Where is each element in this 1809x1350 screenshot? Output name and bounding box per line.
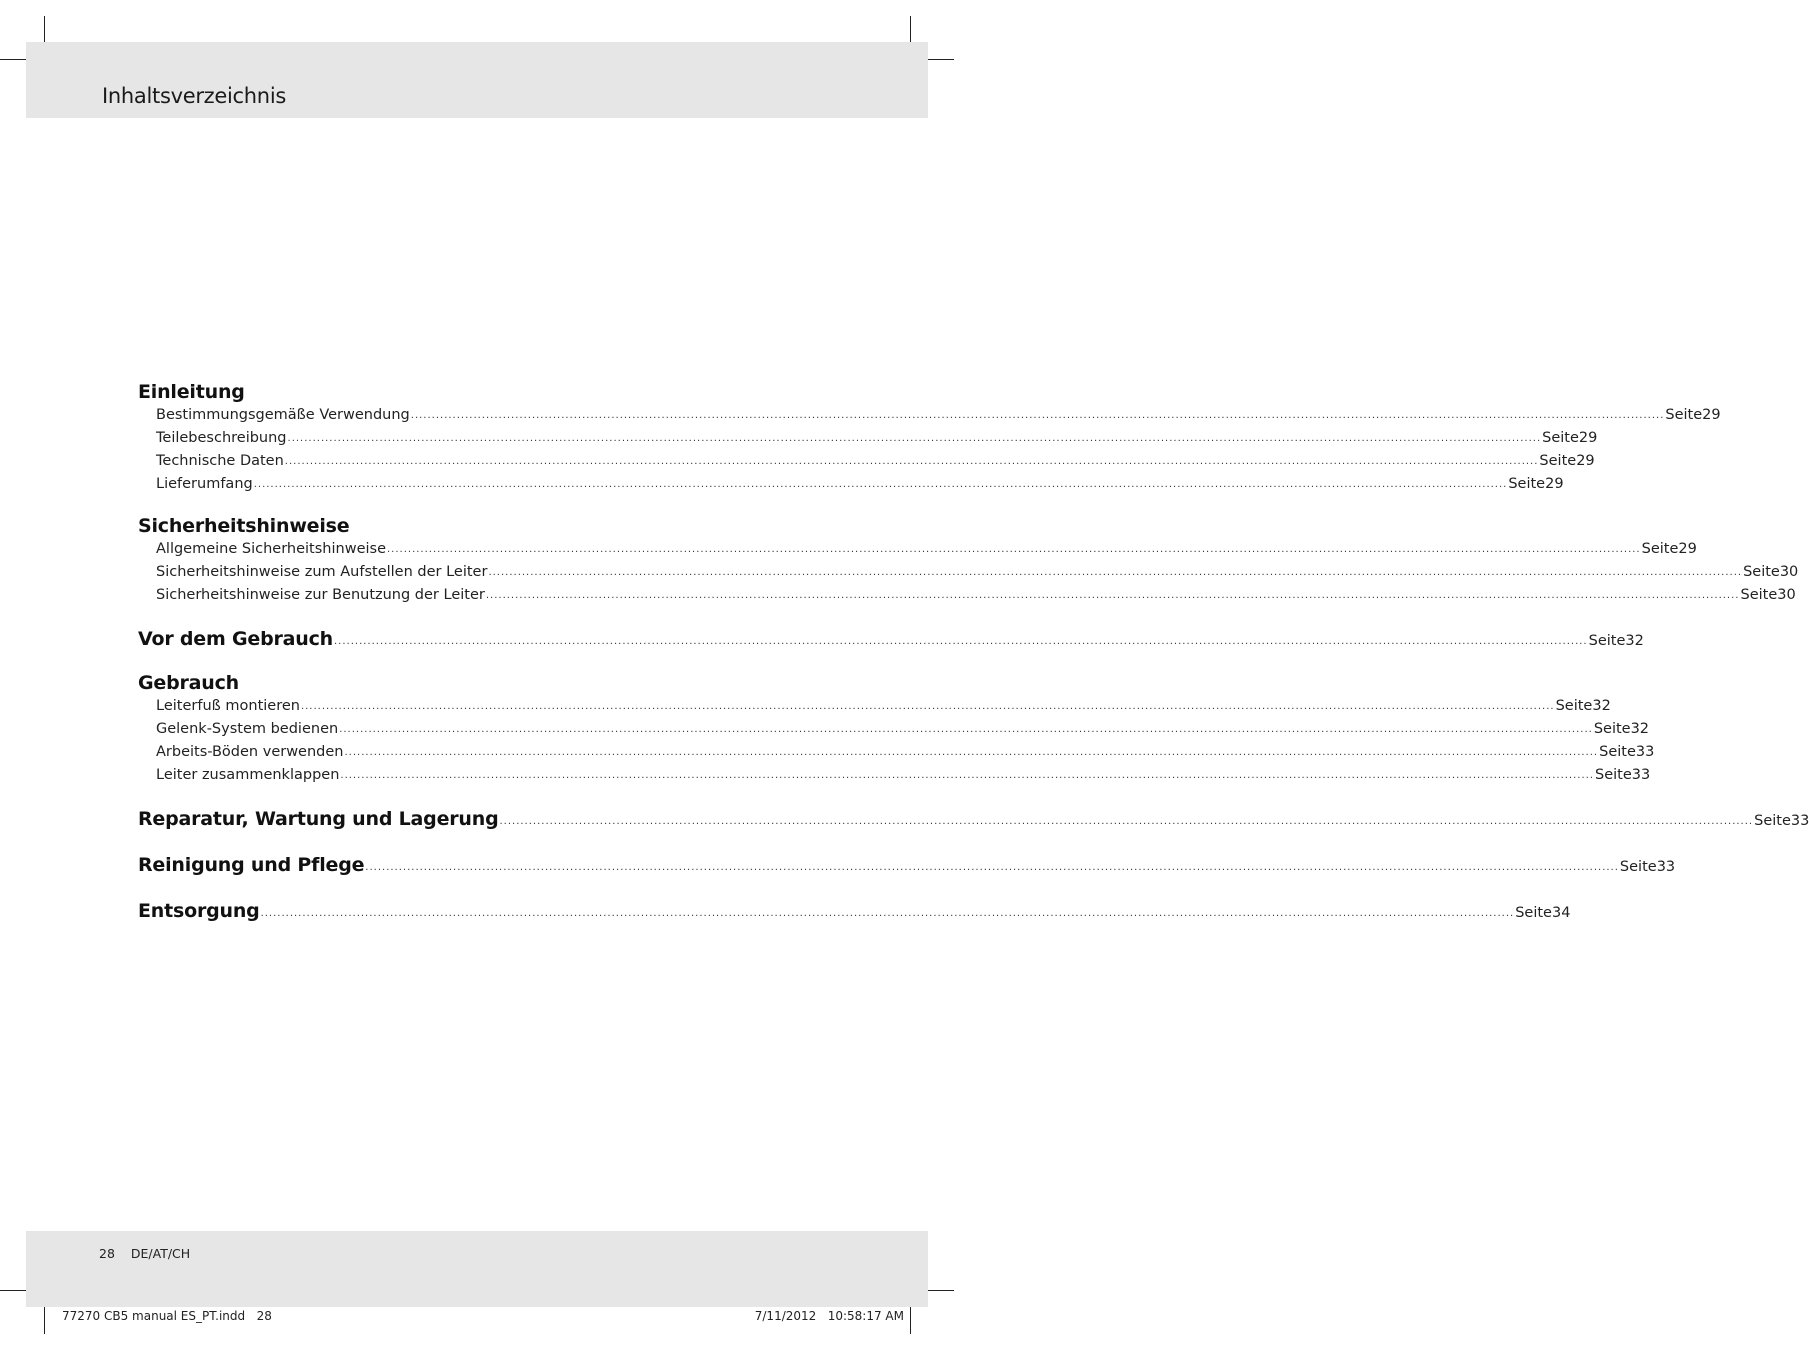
- dot-leader: ............................................................................................................................................................................................................................................................................................................: [287, 433, 1542, 444]
- toc-entry-label: Technische Daten: [156, 453, 284, 469]
- dot-leader: ............................................................................................................................................................................................................................................................................................................: [334, 636, 1588, 647]
- toc-section-title[interactable]: Gebrauch: [138, 672, 239, 694]
- seite-label: Seite: [1599, 744, 1636, 760]
- toc-page-number: 33: [1790, 813, 1809, 829]
- toc-entry-label: Arbeits-Böden verwenden: [156, 744, 344, 760]
- toc-major-entry[interactable]: [138, 853, 1676, 877]
- seite-label: Seite: [1588, 633, 1626, 649]
- dot-leader: ............................................................................................................................................................................................................................................................................................................: [499, 816, 1754, 827]
- toc-entry[interactable]: [138, 741, 1655, 764]
- seite-label: Seite: [1555, 698, 1593, 714]
- toc-page-number: 32: [1625, 633, 1644, 649]
- page-footer: [99, 1246, 202, 1261]
- dot-leader: ............................................................................................................................................................................................................................................................................................................: [284, 456, 1539, 467]
- toc-major-entry[interactable]: [138, 627, 1644, 651]
- seite-label: Seite: [1508, 476, 1546, 492]
- toc-section-title: Reparatur, Wartung und Lagerung: [138, 808, 499, 830]
- toc-entry[interactable]: [138, 695, 1611, 718]
- toc-section: [138, 671, 1655, 787]
- print-slug-timestamp: 7/11/2012 10:58:17 AM: [754, 1309, 904, 1323]
- toc-page-number: 34: [1551, 905, 1571, 921]
- toc-entry[interactable]: [138, 427, 1598, 450]
- toc-section: [138, 514, 1799, 607]
- toc-page-number: 32: [1630, 721, 1650, 737]
- seite-label: Seite: [1740, 587, 1778, 603]
- seite-label: Seite: [1539, 453, 1577, 469]
- toc-entry[interactable]: [138, 561, 1799, 584]
- toc-entry-label: Leiterfuß montieren: [156, 698, 300, 714]
- seite-label: Seite: [1665, 407, 1703, 423]
- toc-page-number: 29: [1576, 453, 1595, 469]
- toc-section: [138, 380, 1721, 496]
- toc-entry-label: Gelenk-System bedienen: [156, 721, 339, 737]
- dot-leader: ............................................................................................................................................................................................................................................................................................................: [340, 770, 1595, 781]
- page-title: Inhaltsverzeichnis: [102, 84, 286, 108]
- seite-label: Seite: [1593, 721, 1631, 737]
- toc-page-number: 29: [1678, 541, 1697, 557]
- dot-leader: ............................................................................................................................................................................................................................................................................................................: [300, 701, 1555, 712]
- region-label: DE/AT/CH: [130, 1246, 191, 1261]
- toc-section-title: Vor dem Gebrauch: [138, 628, 333, 650]
- toc-page-number: 33: [1631, 767, 1651, 783]
- print-slug-file: 77270 CB5 manual ES_PT.indd 28: [62, 1309, 272, 1323]
- seite-label: Seite: [1619, 859, 1657, 875]
- toc-entry-label: Bestimmungsgemäße Verwendung: [156, 407, 410, 423]
- toc-entry[interactable]: [138, 450, 1595, 473]
- toc-page-number: 29: [1702, 407, 1721, 423]
- toc-entry[interactable]: [138, 404, 1721, 427]
- footer-band: [26, 1231, 928, 1307]
- toc-entry[interactable]: [138, 764, 1651, 787]
- toc-page-number: 30: [1777, 587, 1796, 603]
- toc-major-entry[interactable]: [138, 807, 1809, 831]
- crop-mark: [44, 1304, 45, 1334]
- dot-leader: ............................................................................................................................................................................................................................................................................................................: [344, 747, 1599, 758]
- toc-entry-label: Lieferumfang: [156, 476, 253, 492]
- toc-entry-label: Allgemeine Sicherheitshinweise: [156, 541, 386, 557]
- seite-label: Seite: [1515, 905, 1552, 921]
- dot-leader: ............................................................................................................................................................................................................................................................................................................: [365, 862, 1619, 873]
- dot-leader: ............................................................................................................................................................................................................................................................................................................: [387, 544, 1641, 555]
- seite-label: Seite: [1542, 430, 1579, 446]
- toc-entry-label: Teilebeschreibung: [156, 430, 287, 446]
- toc-page-number: 33: [1635, 744, 1655, 760]
- crop-mark: [924, 1290, 954, 1291]
- seite-label: Seite: [1595, 767, 1632, 783]
- toc-major-entry[interactable]: [138, 899, 1571, 923]
- seite-label: Seite: [1743, 564, 1780, 580]
- toc-section: [138, 899, 1571, 923]
- toc-page-number: 32: [1592, 698, 1611, 714]
- toc-entry[interactable]: [138, 538, 1697, 561]
- toc-section: [138, 807, 1809, 831]
- toc-section-title[interactable]: Sicherheitshinweise: [138, 515, 350, 537]
- toc-page-number: 30: [1779, 564, 1799, 580]
- crop-mark: [910, 1304, 911, 1334]
- toc-section-title: Reinigung und Pflege: [138, 854, 365, 876]
- dot-leader: ............................................................................................................................................................................................................................................................................................................: [253, 479, 1508, 490]
- toc-section: [138, 853, 1676, 877]
- toc-section-title[interactable]: Einleitung: [138, 381, 245, 403]
- toc-page-number: 33: [1656, 859, 1676, 875]
- toc-section-title: Entsorgung: [138, 900, 260, 922]
- dot-leader: ............................................................................................................................................................................................................................................................................................................: [485, 590, 1740, 601]
- toc-entry-label: Sicherheitshinweise zur Benutzung der Leiter: [156, 587, 485, 603]
- toc-entry[interactable]: [138, 473, 1564, 496]
- toc-entry[interactable]: [138, 584, 1796, 607]
- page-number: 28: [99, 1246, 115, 1261]
- crop-mark: [924, 59, 954, 60]
- dot-leader: ............................................................................................................................................................................................................................................................................................................: [488, 567, 1743, 578]
- seite-label: Seite: [1754, 813, 1791, 829]
- toc-entry-label: Leiter zusammenklappen: [156, 767, 340, 783]
- toc-page-number: 29: [1545, 476, 1564, 492]
- seite-label: Seite: [1641, 541, 1679, 557]
- dot-leader: ............................................................................................................................................................................................................................................................................................................: [339, 724, 1593, 735]
- toc-entry-label: Sicherheitshinweise zum Aufstellen der Leiter: [156, 564, 488, 580]
- table-of-contents: [138, 380, 1809, 923]
- toc-section: [138, 627, 1644, 651]
- toc-entry[interactable]: [138, 718, 1650, 741]
- toc-page-number: 29: [1578, 430, 1598, 446]
- dot-leader: ............................................................................................................................................................................................................................................................................................................: [260, 908, 1515, 919]
- dot-leader: ............................................................................................................................................................................................................................................................................................................: [410, 410, 1665, 421]
